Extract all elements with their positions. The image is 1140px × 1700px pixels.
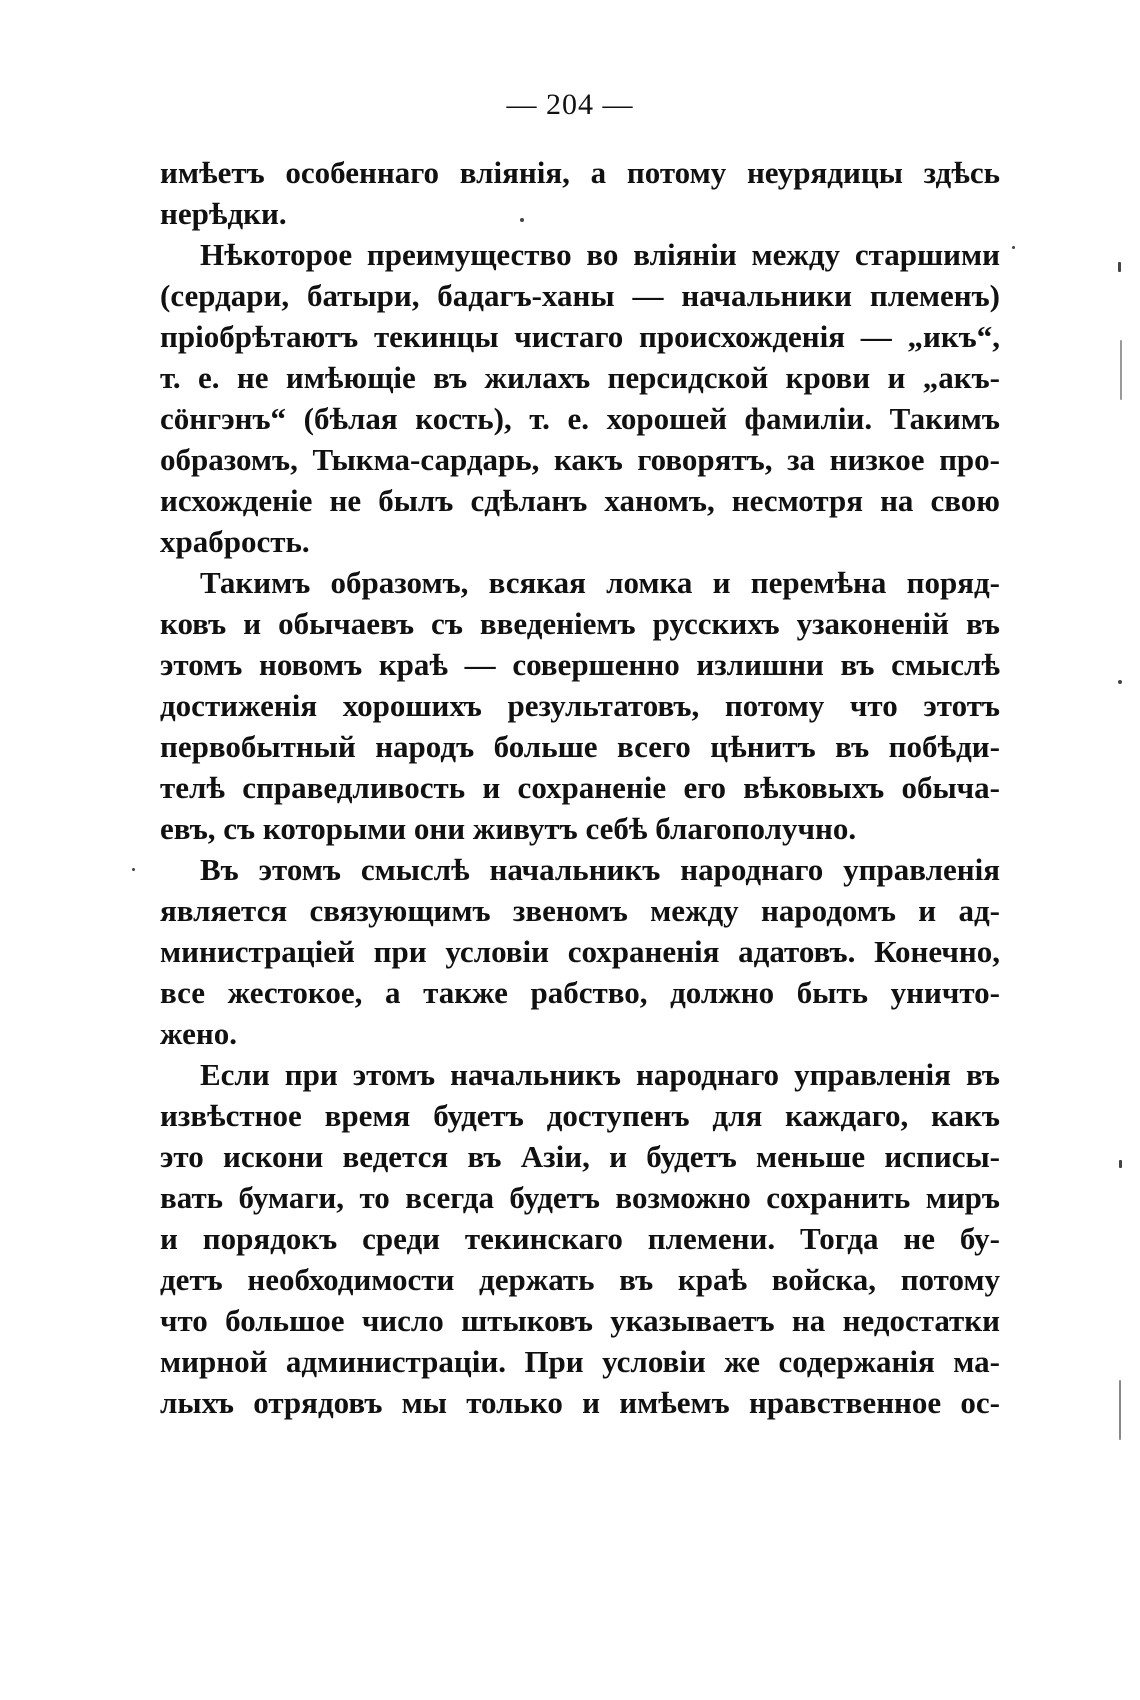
paragraph-3 bbox=[160, 562, 1000, 849]
text-line: детъ необходимости держать въ краѣ войска, потому bbox=[160, 1262, 1000, 1297]
scan-speck bbox=[1119, 1380, 1121, 1440]
text-line: имѣетъ особеннаго вліянія, а потому неурядицы здѣсь bbox=[160, 155, 1000, 190]
text-line: это искони ведется въ Азіи, и будетъ меньше исписы- bbox=[160, 1139, 1000, 1174]
text-line: Если при этомъ начальникъ народнаго управленія въ bbox=[200, 1057, 1000, 1092]
text-line: т. е. не имѣющіе въ жилахъ персидской крови и „акъ- bbox=[160, 360, 1000, 395]
text-line: храбрость. bbox=[160, 524, 310, 559]
scan-speck bbox=[1120, 340, 1122, 400]
text-line: министраціей при условіи сохраненія адатовъ. Конечно, bbox=[160, 934, 1000, 969]
text-line: Въ этомъ смыслѣ начальникъ народнаго управленія bbox=[200, 852, 1000, 887]
text-line: пріобрѣтаютъ текинцы чистаго происхожденія — „икъ“, bbox=[160, 319, 1000, 354]
text-line: что большое число штыковъ указываетъ на недостатки bbox=[160, 1303, 1000, 1338]
text-line: нерѣдки. bbox=[160, 196, 287, 231]
scan-speck bbox=[1012, 246, 1015, 249]
scan-speck bbox=[520, 218, 524, 222]
text-line: все жестокое, а также рабство, должно быть уничто- bbox=[160, 975, 1000, 1010]
text-line: образомъ, Тыкма-сардарь, какъ говорятъ, за низкое про- bbox=[160, 442, 1000, 477]
text-line: достиженія хорошихъ результатовъ, потому что этотъ bbox=[160, 688, 1000, 723]
text-line: этомъ новомъ краѣ — совершенно излишни въ смыслѣ bbox=[160, 647, 1000, 682]
paragraph-5 bbox=[160, 1054, 1000, 1423]
text-line: исхожденіе не былъ сдѣланъ ханомъ, несмотря на свою bbox=[160, 483, 1000, 518]
text-line: вать бумаги, то всегда будетъ возможно сохранить миръ bbox=[160, 1180, 1000, 1215]
text-line: лыхъ отрядовъ мы только и имѣемъ нравственное ос- bbox=[160, 1385, 1000, 1420]
text-line: извѣстное время будетъ доступенъ для каждаго, какъ bbox=[160, 1098, 1000, 1133]
paragraph-2 bbox=[160, 234, 1000, 562]
page-number: — 204 — bbox=[506, 88, 634, 121]
text-line: телѣ справедливость и сохраненіе его вѣковыхъ обыча- bbox=[160, 770, 1000, 805]
body-text bbox=[160, 152, 1000, 1423]
text-line: жено. bbox=[160, 1016, 237, 1051]
scan-speck bbox=[1119, 1160, 1122, 1168]
text-line: первобытный народъ больше всего цѣнитъ въ побѣди- bbox=[160, 729, 1000, 764]
scan-speck bbox=[132, 868, 135, 871]
scan-speck bbox=[1118, 262, 1121, 272]
paragraph-4 bbox=[160, 849, 1000, 1054]
text-line: сöнгэнъ“ (бѣлая кость), т. е. хорошей фамиліи. Такимъ bbox=[160, 401, 1000, 436]
text-line: и порядокъ среди текинскаго племени. Тогда не бу- bbox=[160, 1221, 1000, 1256]
paragraph-1 bbox=[160, 152, 1000, 234]
text-line: мирной администраціи. При условіи же содержанія ма- bbox=[160, 1344, 1000, 1379]
text-line: (сердари, батыри, бадагъ-ханы — начальники племенъ) bbox=[160, 278, 1000, 313]
text-line: является связующимъ звеномъ между народомъ и ад- bbox=[160, 893, 1000, 928]
scan-speck bbox=[1118, 680, 1122, 684]
text-line: евъ, съ которыми они живутъ себѣ благополучно. bbox=[160, 811, 857, 846]
text-line: ковъ и обычаевъ съ введеніемъ русскихъ узаконеній въ bbox=[160, 606, 1000, 641]
text-line: Нѣкоторое преимущество во вліяніи между старшими bbox=[200, 237, 1000, 272]
text-line: Такимъ образомъ, всякая ломка и перемѣна поряд- bbox=[200, 565, 1000, 600]
